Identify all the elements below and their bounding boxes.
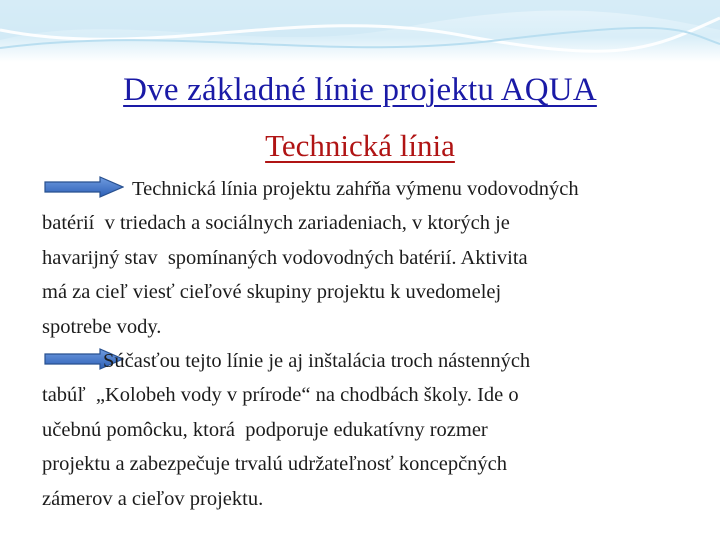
text-line: má za cieľ viesť cieľové skupiny projektu k uvedomelej (42, 281, 502, 304)
text-line: zámerov a cieľov projektu. (42, 487, 264, 510)
slide-subtitle: Technická línia (265, 128, 455, 163)
slide-title: Dve základné línie projektu AQUA (123, 72, 597, 108)
text-line: tabúľ „Kolobeh vody v prírode“ na chodbách školy. Ide o (42, 384, 519, 407)
text-line: Súčasťou tejto línie je aj inštalácia troch nástenných (103, 350, 531, 373)
header-wave-decoration (0, 0, 720, 62)
text-line: batérií v triedach a sociálnych zariadeniach, v ktorých je (42, 212, 510, 235)
text-line: učebnú pomôcku, ktorá podporuje edukatívny rozmer (42, 418, 488, 441)
text-line: projektu a zabezpečuje trvalú udržateľnosť koncepčných (42, 453, 508, 476)
text-line: spotrebe vody. (42, 315, 162, 338)
text-line: havarijný stav spomínaných vodovodných batérií. Aktivita (42, 246, 528, 269)
paragraph-1 (42, 172, 682, 344)
slide-body (42, 172, 682, 516)
text-line: Technická línia projektu zahŕňa výmenu vodovodných (132, 178, 579, 200)
paragraph-2 (42, 344, 682, 516)
